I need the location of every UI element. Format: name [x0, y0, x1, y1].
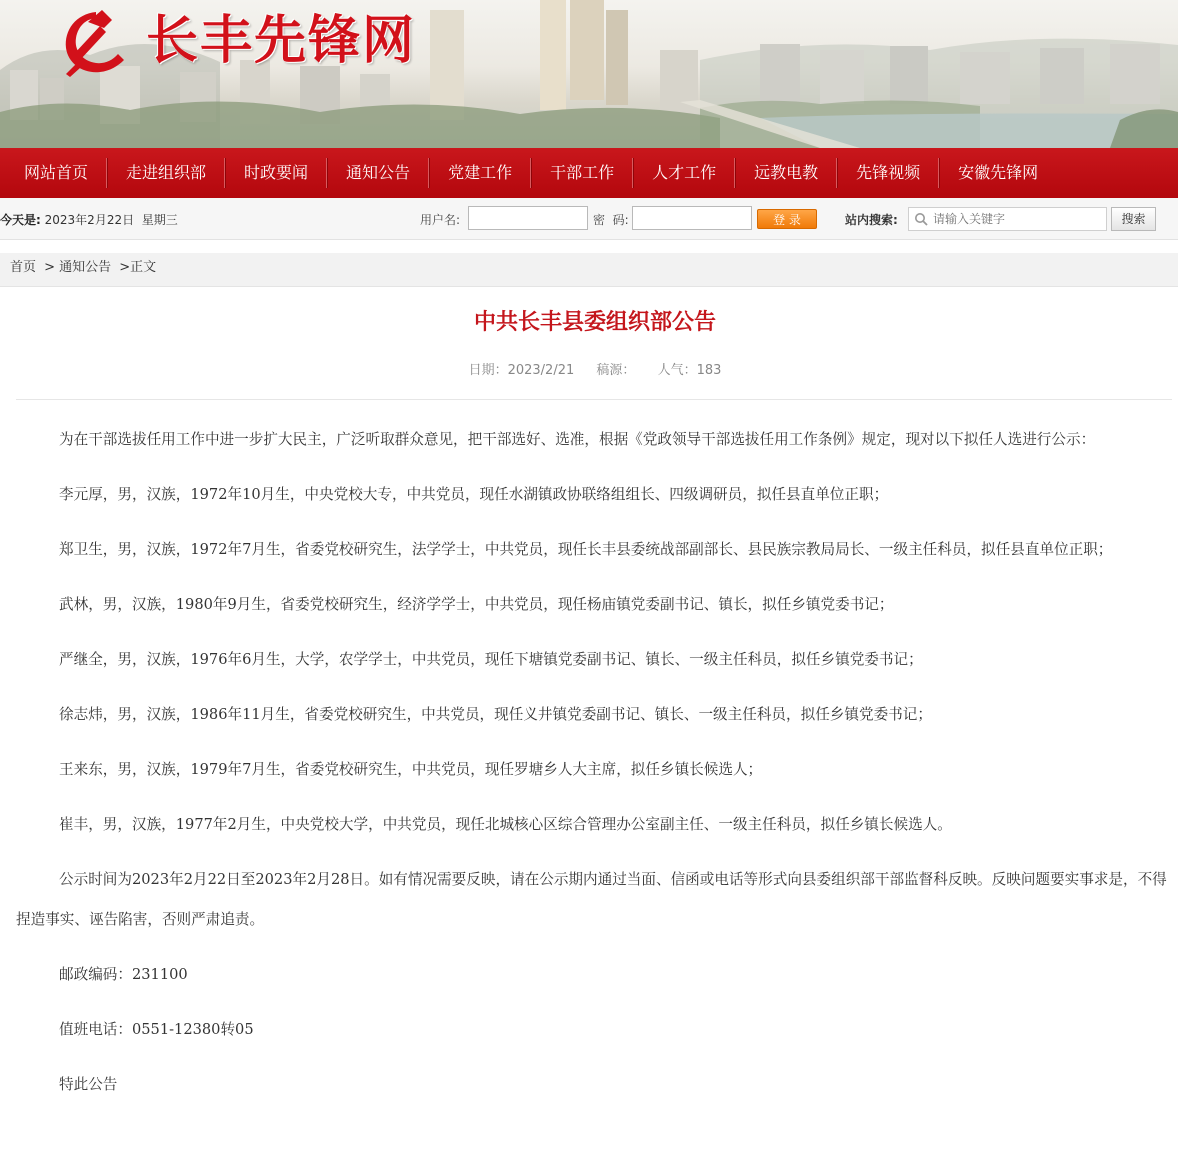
- breadcrumb-home[interactable]: 首页: [10, 260, 37, 275]
- paragraph-candidate: 徐志炜，男，汉族，1986年11月生，省委党校研究生，中共党员，现任义井镇党委副书记、镇长、一级主任科员，拟任乡镇党委书记；: [59, 706, 932, 723]
- nav-about-department[interactable]: 走进组织部: [126, 163, 207, 182]
- paragraph-publicity-period: 公示时间为2023年2月22日至2023年2月28日。如有情况需要反映，请在公示期内通过当面、信函或电话等形式向县委组织部干部监督科反映。反映问题要实事求是，不得捏造事实、诬告陷害，否则严肃追责。: [16, 871, 1167, 928]
- search-label: 站内搜索:: [845, 213, 898, 227]
- nav-news[interactable]: 时政要闻: [244, 163, 309, 182]
- paragraph-candidate: 崔丰，男，汉族，1977年2月生，中央党校大学，中共党员，现任北城核心区综合管理办公室副主任、一级主任科员，拟任乡镇长候选人。: [59, 816, 952, 833]
- paragraph-candidate: 严继全，男，汉族，1976年6月生，大学，农学学士，中共党员，现任下塘镇党委副书记、镇长、一级主任科员，拟任乡镇党委书记；: [59, 651, 923, 668]
- article-body: [16, 420, 1174, 1105]
- search-input[interactable]: [933, 210, 1101, 228]
- paragraph-candidate: 武林，男，汉族，1980年9月生，省委党校研究生，经济学学士，中共党员，现任杨庙镇党委副书记、镇长，拟任乡镇党委书记；: [59, 596, 894, 613]
- paragraph-hotline: 值班电话：0551-12380转05: [59, 1021, 254, 1038]
- nav-notices[interactable]: 通知公告: [346, 163, 411, 182]
- paragraph-candidate: 王来东，男，汉族，1979年7月生，省委党校研究生，中共党员，现任罗塘乡人大主席，拟任乡镇长候选人；: [59, 761, 763, 778]
- today-value: 2023年2月22日 星期三: [44, 213, 178, 227]
- password-label: 密 码:: [593, 213, 629, 227]
- title-divider: [16, 399, 1172, 400]
- login-button[interactable]: 登 录: [757, 209, 817, 229]
- nav-party-building[interactable]: 党建工作: [448, 163, 513, 182]
- nav-talent-work[interactable]: 人才工作: [652, 163, 717, 182]
- nav-remote-education[interactable]: 远教电教: [754, 163, 819, 182]
- site-banner: [0, 0, 1178, 148]
- main-nav: [0, 148, 1178, 198]
- paragraph-postal-code: 邮政编码：231100: [59, 966, 188, 983]
- nav-anhui-pioneer[interactable]: 安徽先锋网: [958, 163, 1039, 182]
- nav-home[interactable]: 网站首页: [24, 163, 89, 182]
- username-input[interactable]: [468, 206, 588, 230]
- search-icon: [914, 212, 928, 226]
- today-label: 今天是:: [0, 213, 41, 227]
- breadcrumb-current: 正文: [130, 260, 157, 275]
- nav-pioneer-video[interactable]: 先锋视频: [856, 163, 921, 182]
- paragraph-candidate: 李元厚，男，汉族，1972年10月生，中央党校大专，中共党员，现任水湖镇政协联络组组长、四级调研员，拟任县直单位正职；: [59, 486, 889, 503]
- article-views: 人气：183: [657, 363, 722, 378]
- party-emblem-icon: [58, 6, 134, 78]
- site-title[interactable]: 长丰先锋网: [146, 10, 417, 71]
- article-source: 稿源：: [596, 363, 636, 378]
- paragraph-candidate: 郑卫生，男，汉族，1972年7月生，省委党校研究生，法学学士，中共党员，现任长丰县委统战部副部长、县民族宗教局局长、一级主任科员，拟任县直单位正职；: [59, 541, 1113, 558]
- article-title: 中共长丰县委组织部公告: [473, 310, 716, 335]
- nav-cadre-work[interactable]: 干部工作: [550, 163, 615, 182]
- breadcrumb-separator: >: [119, 260, 131, 275]
- username-label: 用户名:: [420, 213, 461, 227]
- site-search-field[interactable]: [908, 207, 1107, 231]
- article-date: 日期：2023/2/21: [468, 363, 575, 378]
- breadcrumb-separator: >: [44, 260, 56, 275]
- article-meta: [0, 361, 1178, 381]
- password-input[interactable]: [632, 206, 752, 230]
- paragraph-closing: 特此公告: [59, 1076, 118, 1093]
- search-button[interactable]: 搜索: [1111, 207, 1156, 231]
- breadcrumb-notices[interactable]: 通知公告: [59, 260, 112, 275]
- current-date: [0, 211, 178, 228]
- breadcrumb: [0, 253, 1178, 287]
- paragraph-intro: 为在干部选拔任用工作中进一步扩大民主，广泛听取群众意见，把干部选好、选准，根据《党政领导干部选拔任用工作条例》规定，现对以下拟任人选进行公示：: [59, 431, 1096, 448]
